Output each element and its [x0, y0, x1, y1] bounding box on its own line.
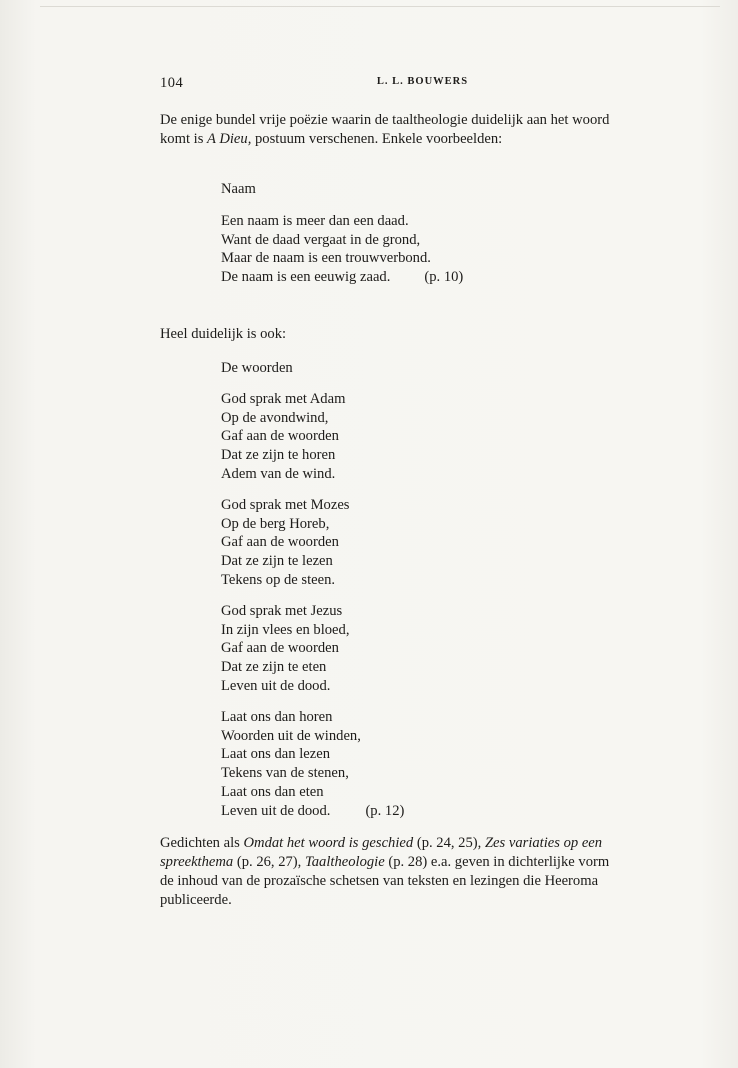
verse-line: Want de daad vergaat in de grond, [221, 231, 421, 248]
poem-title-ref: Omdat het woord is geschied [243, 835, 414, 851]
poem-title-ref: Taaltheologie [304, 854, 385, 870]
verse-line: Dat ze zijn te lezen [221, 553, 333, 570]
intro-line-1: De enige bundel vrije poëzie waarin de taaltheologie duidelijk aan het woord [160, 112, 610, 128]
verse-line: Een naam is meer dan een daad. [221, 213, 409, 229]
page-header [160, 75, 665, 93]
verse-line: Laat ons dan lezen [221, 746, 330, 763]
poem-title-naam: Naam [221, 181, 256, 197]
verse-line: Op de berg Horeb, [221, 515, 330, 532]
closing-line-2: spreekthema (p. 26, 27), Taaltheologie (p. 28) e.a. geven in dichterlijke vorm [160, 854, 610, 870]
closing-line-3: de inhoud van de prozaïsche schetsen van teksten en lezingen die Heeroma [160, 873, 599, 889]
closing-paragraph [160, 834, 670, 910]
verse-line: Gaf aan de woorden [221, 428, 339, 445]
verse-line: God sprak met Jezus [221, 603, 343, 619]
running-head: L. L. BOUWERS [376, 76, 469, 87]
verse-line: Maar de naam is een trouwverbond. [221, 250, 431, 267]
poem-stanza-3 [221, 602, 349, 696]
verse-line: Leven uit de dood. (p. 12) [221, 802, 405, 819]
poem-naam-stanza [221, 212, 463, 287]
verse-line: Dat ze zijn te eten [221, 659, 327, 676]
page-number: 104 [160, 75, 184, 91]
verse-line: Laat ons dan horen [221, 709, 333, 725]
verse-line: Gaf aan de woorden [221, 534, 339, 551]
poem-title-de-woorden: De woorden [221, 360, 293, 376]
poem-stanza-4 [221, 708, 404, 820]
verse-line: Tekens op de steen. [221, 571, 336, 588]
closing-line-4: publiceerde. [160, 892, 232, 908]
verse-line: Tekens van de stenen, [221, 765, 349, 782]
poem-stanza-1 [221, 390, 345, 484]
verse-line: Woorden uit de winden, [221, 727, 361, 744]
verse-line: Gaf aan de woorden [221, 640, 339, 657]
book-title: A Dieu, [207, 131, 252, 147]
verse-line: God sprak met Adam [221, 391, 346, 407]
transition-text: Heel duidelijk is ook: [160, 326, 287, 342]
intro-paragraph [160, 111, 670, 149]
verse-line: God sprak met Mozes [221, 497, 350, 513]
verse-line: Laat ons dan eten [221, 783, 324, 800]
verse-line: Op de avondwind, [221, 409, 329, 426]
verse-line: Leven uit de dood. [221, 677, 331, 694]
closing-line-1: Gedichten als Omdat het woord is geschied (p. 24, 25), Zes variaties op een [160, 835, 603, 851]
page-reference: (p. 12) [365, 802, 405, 819]
intro-line-2: komt is A Dieu, postuum verschenen. Enkele voorbeelden: [160, 131, 503, 147]
verse-line: De naam is een eeuwig zaad. (p. 10) [221, 269, 464, 286]
poem-title-ref: Zes variaties op een [484, 835, 603, 851]
page-reference: (p. 10) [424, 269, 464, 286]
verse-line: Adem van de wind. [221, 465, 336, 482]
page-top-edge [40, 6, 720, 7]
verse-line: In zijn vlees en bloed, [221, 621, 350, 638]
verse-line: Dat ze zijn te horen [221, 447, 336, 464]
poem-title-ref: spreekthema [160, 854, 234, 870]
poem-stanza-2 [221, 496, 349, 590]
